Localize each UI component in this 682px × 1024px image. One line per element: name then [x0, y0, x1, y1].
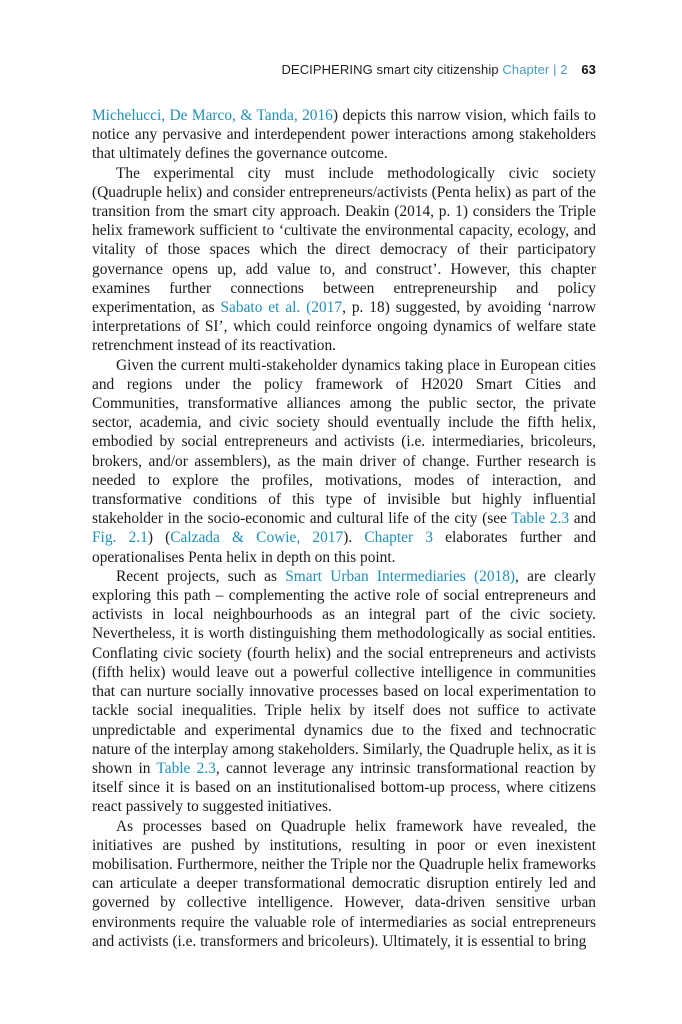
paragraph-2 — [92, 164, 596, 356]
paragraph-3 — [92, 356, 596, 567]
paragraph-text: ) ( — [147, 529, 171, 547]
paragraph-text: elaborates further and operationalises Penta helix in depth on this point. — [92, 529, 597, 566]
paragraph-text: , are clearly exploring this path – complementing the active role of social entrepreneurs and activists in local neighbourhoods as an integral part of the civic society. Nevertheless, it is worth distinguishing them methodologically as social entities. Conflating civic society (fourth helix) and the social entrepreneurs and activists (fifth helix) would leave out a powerful collective intelligence in communities that can nurture socially innovative processes based on local experimentation to tackle social inequalities. Triple helix by itself does not suffice to activate unpredictable and experimental dynamics due to the fixed and technocratic nature of the interplay among stakeholders. Similarly, the Quadruple helix, as it is shown in — [92, 567, 596, 777]
header-separator: | — [553, 62, 557, 77]
citation-link[interactable]: Calzada & Cowie, 2017 — [170, 529, 344, 547]
paragraph-text: Recent projects, such as — [116, 567, 286, 585]
paragraph-text: As processes based on Quadruple helix framework have revealed, the initiatives are pushed by institutions, resulting in poor or even inexistent mobilisation. Furthermore, neither the Triple nor the Quadruple helix frameworks can articulate a deeper transformational democratic disruption entirely led and governed by collective intelligence. However, data-driven sensitive urban environments require the valuable role of intermediaries as social entrepreneurs and activists (i.e. transformers and bricoleurs). Ultimately, it is essential to bring — [92, 817, 596, 950]
figure-link[interactable]: Fig. 2.1 — [92, 529, 148, 547]
paragraph-1 — [92, 106, 596, 164]
paragraph-text: ) depicts this narrow vision, which fails to notice any pervasive and interdependent power interactions among stakeholders that ultimately defines the governance outcome. — [92, 107, 596, 163]
page-body — [92, 106, 596, 951]
table-link[interactable]: Table 2.3 — [511, 510, 570, 528]
paragraph-text: Given the current multi-stakeholder dynamics taking place in European cities and regions under the policy framework of H2020 Smart Cities and Communities, transformative alliances among the public sector, the private sector, academia, and civic society should eventually include the fifth helix, embodied by social entrepreneurs and activists (i.e. intermediaries, bricoleurs, brokers, and/or assemblers), as the main driver of change. Further research is needed to explore the profiles, motivations, modes of interaction, and transformative conditions of this type of invisible but highly influential stakeholder in the socio-economic and cultural life of the city (see — [92, 356, 596, 528]
running-header — [92, 62, 596, 77]
citation-link[interactable]: Sabato et al. (2017 — [220, 299, 343, 317]
table-link[interactable]: Table 2.3 — [156, 759, 216, 777]
paragraph-text: ). — [343, 529, 365, 547]
paragraph-5 — [92, 817, 596, 951]
chapter-label: Chapter — [502, 62, 550, 77]
chapter-link[interactable]: Chapter 3 — [364, 529, 433, 547]
citation-link[interactable]: Smart Urban Intermediaries (2018) — [285, 567, 516, 585]
paragraph-text: , cannot leverage any intrinsic transformational reaction by itself since it is based on an institutionalised bottom-up process, where citizens react passively to suggested initiatives. — [92, 759, 596, 816]
paragraph-4 — [92, 567, 596, 817]
paragraph-text: The experimental city must include methodologically civic society (Quadruple helix) and consider entrepreneurs/activists (Penta helix) as part of the transition from the smart city approach. Deakin (2014, p. 1) considers the Triple helix framework sufficient to ‘cultivate the environmental capacity, ecology, and vitality of those spaces which the direct democracy of their participatory governance opens up, add value to, and construct’. However, this chapter examines further connections between entrepreneurship and policy experimentation, as — [92, 164, 596, 317]
paragraph-text: , p. 18) suggested, by avoiding ‘narrow interpretations of SI’, which could reinforce ongoing dynamics of welfare state retrenchment instead of its reactivation. — [92, 299, 596, 355]
book-title: DECIPHERING smart city citizenship — [281, 62, 499, 77]
citation-link[interactable]: Michelucci, De Marco, & Tanda, 2016 — [92, 107, 333, 124]
page-number: 63 — [581, 62, 596, 77]
paragraph-text: and — [569, 510, 596, 528]
chapter-number: 2 — [560, 62, 568, 77]
